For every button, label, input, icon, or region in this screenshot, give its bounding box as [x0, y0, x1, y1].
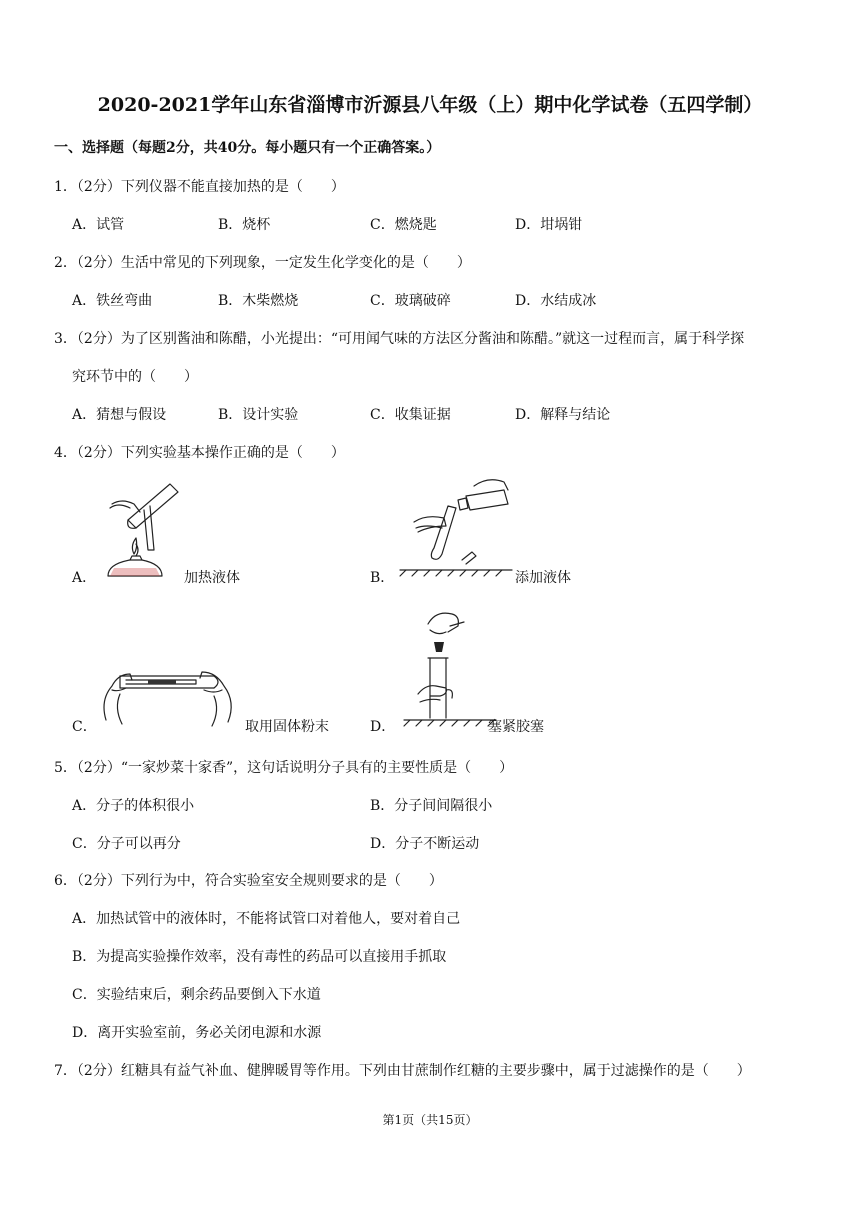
- q1-option-c: C．燃烧匙: [370, 217, 437, 233]
- q2-option-c: C．玻璃破碎: [370, 293, 451, 309]
- q5-option-c: C．分子可以再分: [72, 836, 181, 852]
- q6-option-a: A．加热试管中的液体时，不能将试管口对着他人，要对着自己: [72, 911, 461, 927]
- q2-option-d: D．水结成冰: [515, 293, 597, 309]
- heating-liquid-illustration: [100, 478, 190, 580]
- question-5-stem: 5．（2分）“一家炒菜十家香”，这句话说明分子具有的主要性质是（ ）: [54, 760, 514, 776]
- q6-option-d: D．离开实验室前，务必关闭电源和水源: [72, 1025, 322, 1041]
- q1-option-d: D．坩埚钳: [515, 217, 583, 233]
- q4-option-c-letter: C．: [72, 719, 97, 735]
- section-heading: 一、选择题（每题2分，共40分。每小题只有一个正确答案。）: [54, 140, 441, 156]
- page-footer: 第1页（共15页）: [382, 1113, 478, 1127]
- q5-option-b: B．分子间间隔很小: [370, 798, 493, 814]
- q3-option-d: D．解释与结论: [515, 407, 611, 423]
- q4-option-b-letter: B．: [370, 570, 395, 586]
- q6-option-c: C．实验结束后，剩余药品要倒入下水道: [72, 987, 321, 1003]
- q3-option-b: B．设计实验: [218, 407, 299, 423]
- q5-option-a: A．分子的体积很小: [72, 798, 195, 814]
- q3-option-a: A．猜想与假设: [72, 407, 167, 423]
- q4-option-b-caption: 添加液体: [515, 570, 571, 586]
- q4-option-d-caption: 塞紧胶塞: [488, 719, 544, 735]
- q1-option-b: B．烧杯: [218, 217, 271, 233]
- adding-powder-illustration: [96, 650, 238, 730]
- question-3-stem-line2: 究环节中的（ ）: [72, 369, 198, 385]
- question-7-stem: 7．（2分）红糖具有益气补血、健脾暖胃等作用。下列由甘蔗制作红糖的主要步骤中，属于过滤操作的是（ ）: [54, 1063, 751, 1079]
- q4-option-c-caption: 取用固体粉末: [245, 719, 329, 735]
- q6-option-b: B．为提高实验操作效率，没有毒性的药品可以直接用手抓取: [72, 949, 447, 965]
- q4-option-d-letter: D．: [370, 719, 396, 735]
- inserting-stopper-illustration: [400, 606, 500, 730]
- q3-option-c: C．收集证据: [370, 407, 451, 423]
- q5-option-d: D．分子不断运动: [370, 836, 480, 852]
- question-1-stem: 1．（2分）下列仪器不能直接加热的是（ ）: [54, 179, 345, 195]
- question-4-stem: 4．（2分）下列实验基本操作正确的是（ ）: [54, 445, 345, 461]
- q4-option-a-caption: 加热液体: [184, 570, 240, 586]
- question-2-stem: 2．（2分）生活中常见的下列现象，一定发生化学变化的是（ ）: [54, 255, 471, 271]
- question-6-stem: 6．（2分）下列行为中，符合实验室安全规则要求的是（ ）: [54, 873, 443, 889]
- question-3-stem-line1: 3．（2分）为了区别酱油和陈醋，小光提出：“可用闻气味的方法区分酱油和陈醋。”就这一过程而言，属于科学探: [54, 331, 745, 347]
- q2-option-a: A．铁丝弯曲: [72, 293, 153, 309]
- q4-option-a-letter: A．: [72, 570, 97, 586]
- q2-option-b: B．木柴燃烧: [218, 293, 299, 309]
- q1-option-a: A．试管: [72, 217, 125, 233]
- pouring-liquid-illustration: [396, 478, 516, 578]
- page-title: 2020-2021学年山东省淄博市沂源县八年级（上）期中化学试卷（五四学制）: [97, 94, 763, 116]
